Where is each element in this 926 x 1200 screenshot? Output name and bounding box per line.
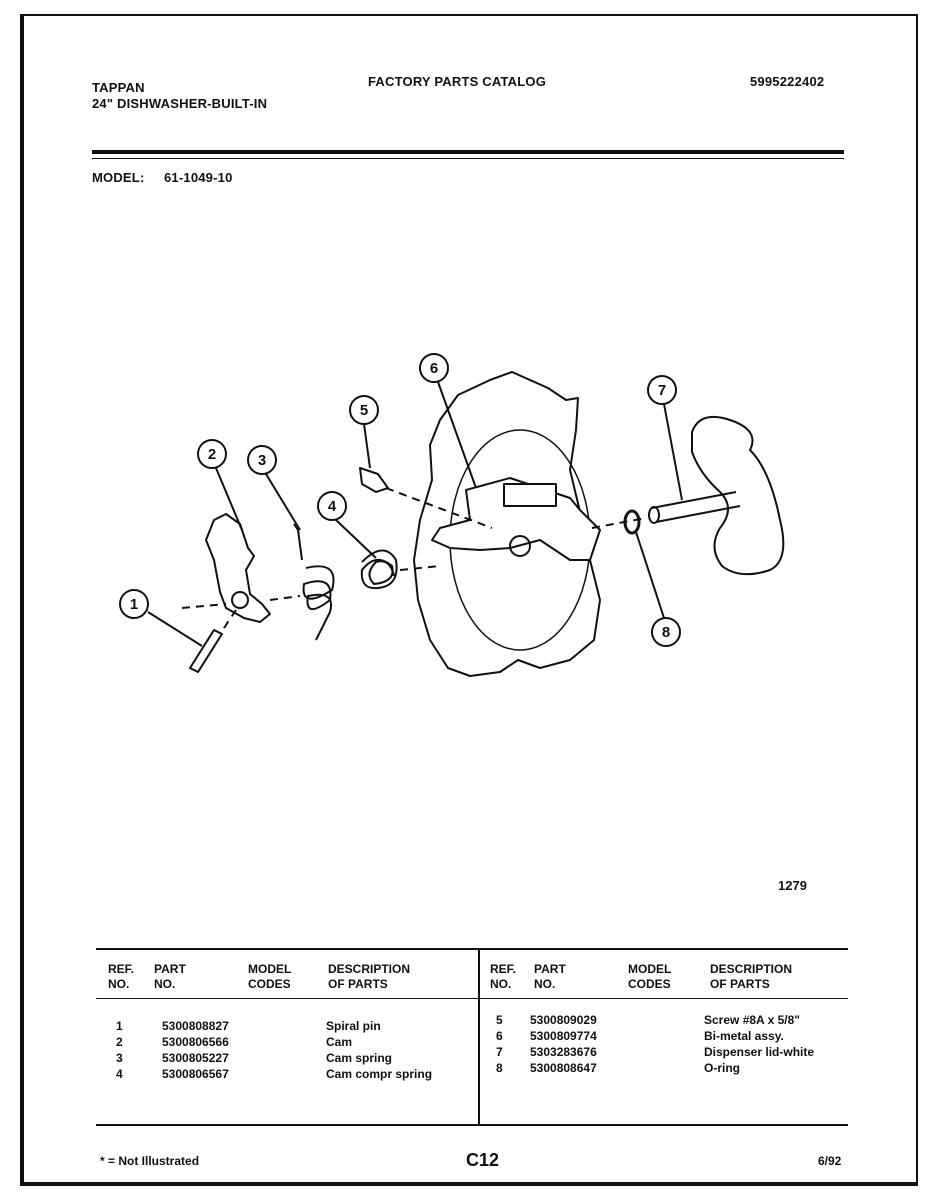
spiral-pin [190, 630, 222, 672]
assembly-line-cam [270, 596, 300, 600]
table-row-desc: Cam spring [326, 1051, 393, 1065]
leader-1 [148, 612, 202, 646]
table-top-rule [96, 948, 848, 950]
col-codes-header-right: MODEL CODES [628, 962, 672, 991]
page-number: C12 [466, 1150, 500, 1170]
callout-7: 7 [657, 382, 667, 399]
table-row-ref: 7 [496, 1045, 503, 1059]
col-part-header-left: PART NO. [154, 962, 186, 991]
table-row-desc: Cam compr spring [326, 1067, 433, 1081]
table-row-desc: Cam [326, 1035, 353, 1049]
table-row-desc: Dispenser lid-white [704, 1045, 815, 1059]
callout-5: 5 [359, 402, 369, 419]
assembly-line-pin-lower [224, 610, 236, 628]
not-illustrated-note: * = Not Illustrated [100, 1154, 200, 1168]
table-row-part: 5300808827 [162, 1019, 229, 1033]
table-row-part: 5300809774 [530, 1029, 597, 1043]
table-row-ref: 1 [116, 1019, 123, 1033]
cam-spring [294, 524, 334, 640]
callout-4: 4 [327, 498, 337, 515]
col-ref-header-right: REF. NO. [490, 962, 517, 991]
table-row-part: 5300805227 [162, 1051, 229, 1065]
table-row-desc: Screw #8A x 5/8" [704, 1013, 800, 1027]
table-header-rule [96, 998, 848, 999]
model-label: MODEL: [92, 170, 145, 185]
col-desc-header-right: DESCRIPTION OF PARTS [710, 962, 793, 991]
catalog-title: FACTORY PARTS CATALOG [368, 74, 547, 89]
leader-8 [636, 532, 664, 618]
brand-name: TAPPAN [92, 80, 145, 95]
leader-7 [664, 404, 682, 500]
figure-number: 1279 [778, 878, 807, 893]
bimetal-block [504, 484, 556, 506]
table-row-part: 5300808647 [530, 1061, 597, 1075]
table-row-part: 5300806567 [162, 1067, 229, 1081]
col-desc-header-left: DESCRIPTION OF PARTS [328, 962, 411, 991]
leader-5 [364, 424, 370, 468]
table-row-desc: O-ring [704, 1061, 740, 1075]
revision-date: 6/92 [818, 1154, 842, 1168]
table-row-ref: 2 [116, 1035, 123, 1049]
leader-4 [336, 520, 376, 558]
callout-1: 1 [129, 596, 139, 613]
callout-8: 8 [661, 624, 671, 641]
table-row-ref: 6 [496, 1029, 503, 1043]
callout-2: 2 [207, 446, 217, 463]
table-bottom-rule [96, 1124, 848, 1126]
table-row-ref: 5 [496, 1013, 503, 1027]
compression-spring [362, 550, 397, 588]
screw [360, 468, 388, 492]
assembly-line-springs [400, 566, 440, 570]
col-ref-header-left: REF. NO. [108, 962, 135, 991]
table-row-part: 5303283676 [530, 1045, 597, 1059]
table-row-ref: 8 [496, 1061, 503, 1075]
table-row-ref: 3 [116, 1051, 123, 1065]
dispenser-lid [692, 417, 783, 574]
assembly-line-pin [182, 604, 226, 608]
hinge-pin-end [649, 507, 659, 523]
product-name: 24" DISHWASHER-BUILT-IN [92, 96, 268, 111]
callout-6: 6 [429, 360, 439, 377]
hinge-pin-top [652, 492, 736, 508]
col-codes-header-left: MODEL CODES [248, 962, 292, 991]
model-value: 61-1049-10 [164, 170, 233, 185]
table-row-desc: Spiral pin [326, 1019, 381, 1033]
leader-3 [266, 474, 300, 530]
table-row-desc: Bi-metal assy. [704, 1029, 784, 1043]
callout-3: 3 [257, 452, 267, 469]
table-column-divider [478, 950, 480, 1125]
table-row-part: 5300809029 [530, 1013, 597, 1027]
table-row-part: 5300806566 [162, 1035, 229, 1049]
table-row-ref: 4 [116, 1067, 123, 1081]
col-part-header-right: PART NO. [534, 962, 566, 991]
catalog-number: 5995222402 [750, 74, 825, 89]
